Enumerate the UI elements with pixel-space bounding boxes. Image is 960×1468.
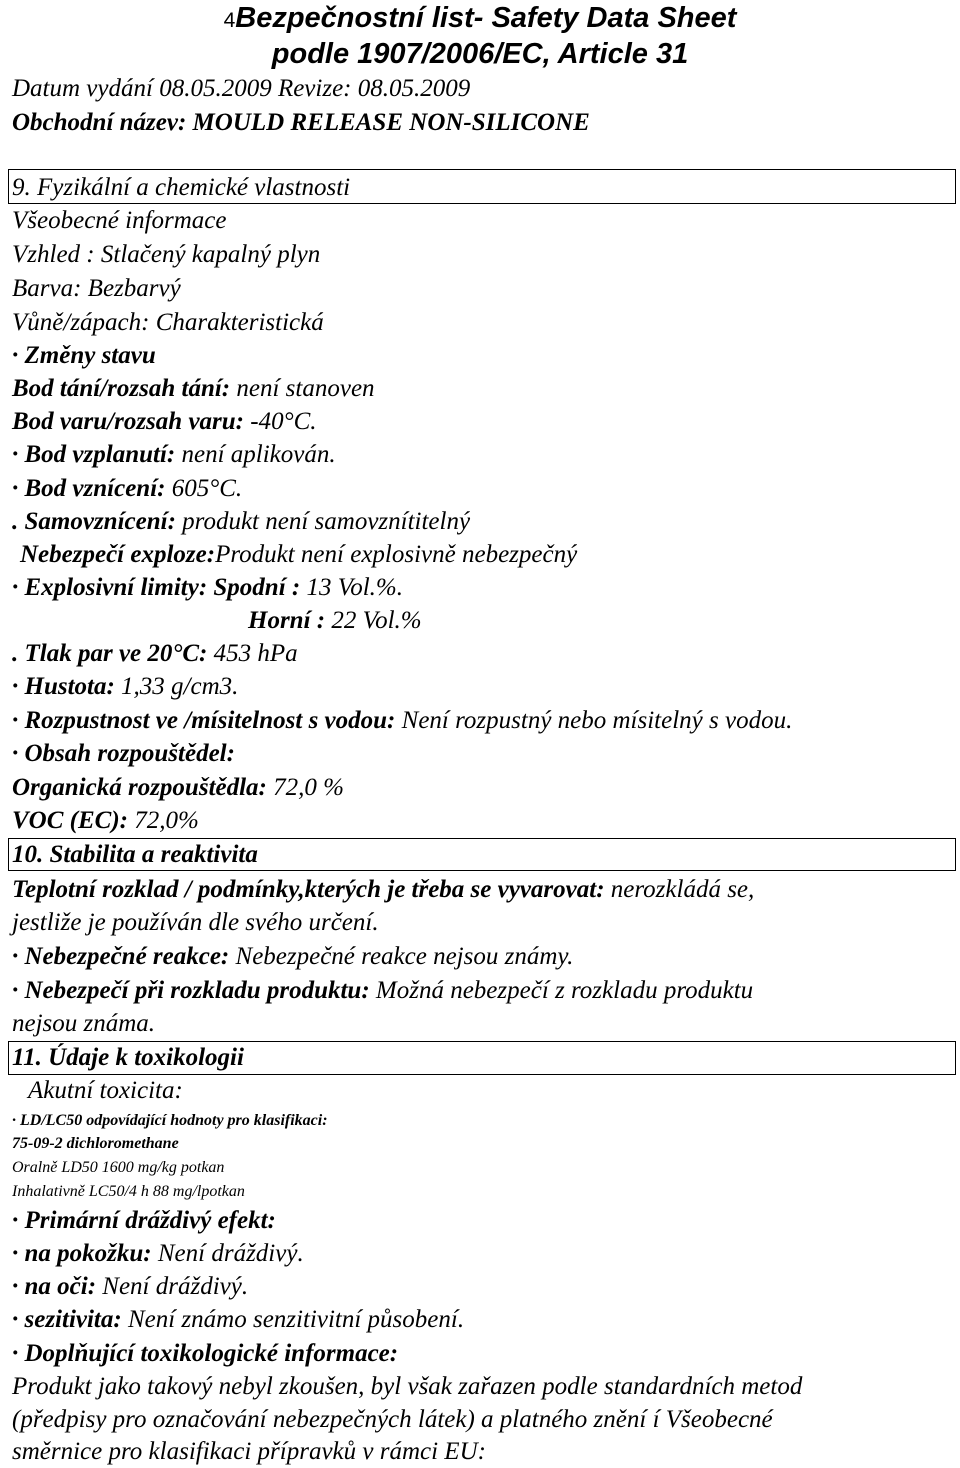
ignition-line bbox=[12, 474, 242, 504]
sensitization-label: · sezitivita: bbox=[12, 1306, 122, 1333]
color-value: Bezbarvý bbox=[81, 275, 181, 302]
decomposition-value: nerozkládá se, bbox=[604, 876, 755, 903]
voc-label: VOC (EC): bbox=[12, 807, 128, 834]
sensitization-line bbox=[12, 1305, 464, 1335]
skin-line bbox=[12, 1239, 304, 1269]
cas-substance: 75-09-2 dichloromethane bbox=[12, 1135, 179, 1152]
solvent-content: · Obsah rozpouštědel: bbox=[12, 740, 235, 767]
reactions-value: Nebezpečné reakce nejsou známy. bbox=[229, 943, 574, 970]
primary-irritant-effect: · Primární dráždivý efekt: bbox=[12, 1207, 276, 1234]
flash-line bbox=[12, 440, 336, 470]
appearance-label: Vzhled : bbox=[12, 241, 95, 268]
decomposition-value-cont: jestliže je používán dle svého určení. bbox=[12, 909, 379, 936]
regulation: podle 1907/2006/EC, Article 31 bbox=[271, 38, 689, 70]
page-number: 4 bbox=[223, 9, 236, 32]
melting-value: není stanoven bbox=[230, 375, 375, 402]
section-10-heading: 10. Stabilita a reaktivita bbox=[12, 841, 258, 868]
reactions-label: · Nebezpečné reakce: bbox=[12, 943, 230, 970]
oral-ld50: Oralně LD50 1600 mg/kg potkan bbox=[12, 1159, 225, 1176]
inhalation-lc50: Inhalativně LC50/4 h 88 mg/lpotkan bbox=[12, 1183, 245, 1200]
upper-limit-line bbox=[248, 606, 422, 636]
section-9-heading: 9. Fyzikální a chemické vlastnosti bbox=[12, 174, 351, 201]
general-info: Všeobecné informace bbox=[12, 207, 227, 234]
density-label: · Hustota: bbox=[12, 673, 115, 700]
explosion-value: Produkt není explosivně nebezpečný bbox=[215, 541, 578, 568]
voc-value: 72,0% bbox=[127, 807, 199, 834]
lower-limit-value: 13 Vol.%. bbox=[300, 574, 404, 601]
section-11-heading: 11. Údaje k toxikologii bbox=[12, 1044, 244, 1071]
self-ignition-label: . Samovznícení: bbox=[12, 508, 176, 535]
vapour-pressure-line bbox=[12, 639, 298, 669]
melting-line bbox=[12, 374, 375, 404]
ignition-label: · Bod vznícení: bbox=[12, 475, 166, 502]
explosion-label: Nebezpečí exploze: bbox=[20, 541, 216, 568]
trade-name: Obchodní název: MOULD RELEASE NON-SILICONE bbox=[12, 109, 590, 136]
voc-line bbox=[12, 806, 199, 836]
odor-value: Charakteristická bbox=[149, 309, 324, 336]
decomposition-line bbox=[12, 875, 754, 905]
toxicology-paragraph-line-3: směrnice pro klasifikaci přípravků v rámci EU: bbox=[12, 1438, 486, 1465]
document-title-line bbox=[0, 0, 960, 39]
skin-label: · na pokožku: bbox=[12, 1240, 152, 1267]
eyes-line bbox=[12, 1272, 248, 1302]
melting-label: Bod tání/rozsah tání: bbox=[12, 375, 231, 402]
decomposition-hazards-line bbox=[12, 976, 753, 1006]
skin-value: Není dráždivý. bbox=[151, 1240, 304, 1267]
document-title: Bezpečnostní list- Safety Data Sheet bbox=[235, 2, 737, 34]
solubility-line bbox=[12, 706, 792, 736]
explosion-limits-line bbox=[12, 573, 403, 603]
appearance-value: Stlačený kapalný plyn bbox=[94, 241, 321, 268]
issue-dates: Datum vydání 08.05.2009 Revize: 08.05.2009 bbox=[12, 75, 471, 102]
upper-limit-label: Horní : bbox=[248, 607, 326, 634]
flash-value: není aplikován. bbox=[175, 441, 336, 468]
explosion-limits-label: · Explosivní limity: Spodní : bbox=[12, 574, 301, 601]
flash-label: · Bod vzplanutí: bbox=[12, 441, 176, 468]
organic-solvents-value: 72,0 % bbox=[266, 774, 344, 801]
explosion-line bbox=[20, 540, 577, 570]
boiling-label: Bod varu/rozsah varu: bbox=[12, 408, 244, 435]
state-changes: · Změny stavu bbox=[12, 342, 156, 369]
organic-solvents-label: Organická rozpouštědla: bbox=[12, 774, 267, 801]
additional-toxicology: · Doplňující toxikologické informace: bbox=[12, 1340, 399, 1367]
ignition-value: 605°C. bbox=[165, 475, 243, 502]
toxicology-paragraph-line-2: (předpisy pro označování nebezpečných látek) a platného znění í Všeobecné bbox=[12, 1406, 773, 1433]
reactions-line bbox=[12, 942, 573, 972]
vapour-pressure-label: . Tlak par ve 20°C: bbox=[12, 640, 208, 667]
odor-label: Vůně/zápach: bbox=[12, 309, 150, 336]
decomposition-label: Teplotní rozklad / podmínky,kterých je třeba se vyvarovat: bbox=[12, 876, 605, 903]
solubility-value: Není rozpustný nebo mísitelný s vodou. bbox=[395, 707, 793, 734]
density-line bbox=[12, 672, 238, 702]
odor-line bbox=[12, 308, 324, 338]
acute-toxicity: Akutní toxicita: bbox=[28, 1077, 183, 1104]
self-ignition-value: produkt není samovznítitelný bbox=[175, 508, 471, 535]
color-label: Barva: bbox=[12, 275, 82, 302]
eyes-label: · na oči: bbox=[12, 1273, 97, 1300]
decomposition-hazards-label: · Nebezpečí při rozkladu produktu: bbox=[12, 977, 370, 1004]
toxicology-paragraph-line-1: Produkt jako takový nebyl zkoušen, byl však zařazen podle standardních metod bbox=[12, 1373, 803, 1400]
appearance-line bbox=[12, 240, 320, 270]
ld-lc50-values: · LD/LC50 odpovídající hodnoty pro klasifikaci: bbox=[12, 1112, 328, 1129]
decomposition-hazards-cont: nejsou známa. bbox=[12, 1010, 156, 1037]
upper-limit-value: 22 Vol.% bbox=[325, 607, 422, 634]
boiling-line bbox=[12, 407, 317, 437]
color-line bbox=[12, 274, 181, 304]
sensitization-value: Není známo senzitivitní působení. bbox=[121, 1306, 465, 1333]
eyes-value: Není dráždivý. bbox=[96, 1273, 249, 1300]
organic-solvents-line bbox=[12, 773, 344, 803]
density-value: 1,33 g/cm3. bbox=[114, 673, 239, 700]
self-ignition-line bbox=[12, 507, 470, 537]
solubility-label: · Rozpustnost ve /mísitelnost s vodou: bbox=[12, 707, 396, 734]
boiling-value: -40°C. bbox=[244, 408, 317, 435]
vapour-pressure-value: 453 hPa bbox=[207, 640, 298, 667]
decomposition-hazards-value: Možná nebezpečí z rozkladu produktu bbox=[369, 977, 754, 1004]
